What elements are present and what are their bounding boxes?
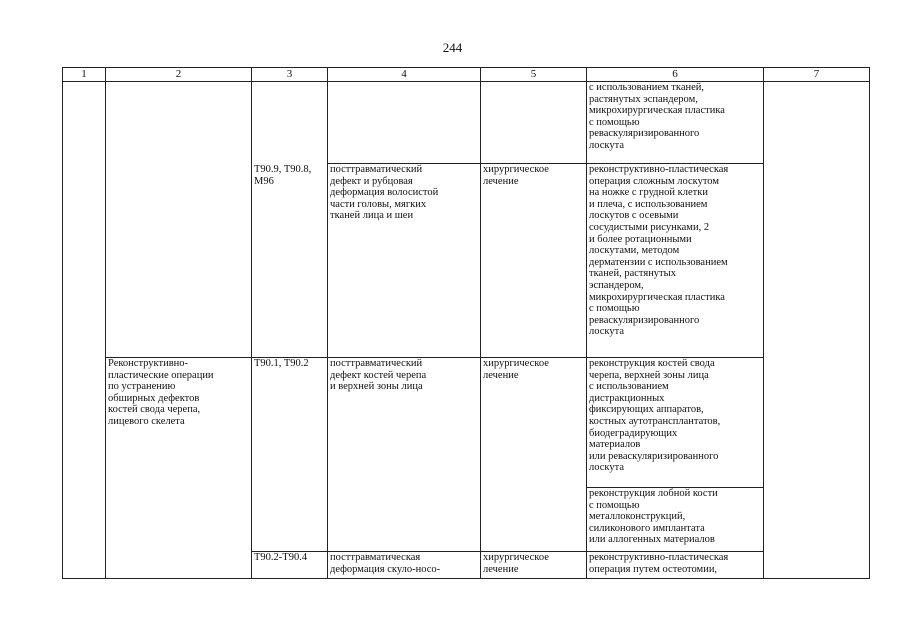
cell-col1 <box>63 82 106 579</box>
column-number: 7 <box>764 68 870 82</box>
cell-col4 <box>328 82 481 164</box>
treatment-method-cell: реконструктивно-пластическая операция сложным лоскутом на ножке с грудной клетки и плеча, с использованием лоскутов с осевыми сосудистыми рисунками, 2 и более ротационными лоскутами, методом дерматензии с использованием тканей, растянутых эспандером, микрохирургическая пластика с помощью реваскуляризированного лоскута <box>587 164 764 358</box>
treatment-method-cell: реконструкция лобной кости с помощью металлоконструкций, силиконового имплантата или аллогенных материалов <box>587 488 764 552</box>
icd-code-cell: T90.1, T90.2 <box>252 358 328 552</box>
column-number: 1 <box>63 68 106 82</box>
treatment-type-cell: хирургическое лечение <box>481 552 587 579</box>
column-number: 5 <box>481 68 587 82</box>
column-number: 3 <box>252 68 328 82</box>
cell-spacer <box>254 82 325 164</box>
table-row <box>63 358 870 488</box>
column-number: 6 <box>587 68 764 82</box>
diagnosis-cell: посттравматический дефект костей черепа и верхней зоны лица <box>328 358 481 552</box>
column-number-row <box>63 68 870 82</box>
column-number: 4 <box>328 68 481 82</box>
treatment-method-cell: с использованием тканей, растянутых эспандером, микрохирургическая пластика с помощью реваскуляризированного лоскута <box>587 82 764 164</box>
page-number: 244 <box>442 40 463 55</box>
diagnosis-cell: посттравматический дефект и рубцовая деформация волосистой части головы, мягких тканей лица и шеи <box>328 164 481 358</box>
procedure-name-cell: Реконструктивно- пластические операции по устранению обширных дефектов костей свода черепа, лицевого скелета <box>106 358 252 579</box>
diagnosis-cell: посттравматическая деформация скуло-носо- <box>328 552 481 579</box>
column-number: 2 <box>106 68 252 82</box>
icd-code-text: T90.9, T90.8, M96 <box>254 164 312 187</box>
cell-col3 <box>252 82 328 358</box>
procedures-table <box>62 67 870 579</box>
treatment-type-cell: хирургическое лечение <box>481 164 587 358</box>
cell-col2 <box>106 82 252 358</box>
cell-col5 <box>481 82 587 164</box>
cell-col7 <box>764 82 870 579</box>
treatment-method-cell: реконструкция костей свода черепа, верхней зоны лица с использованием дистракционных фиксирующих аппаратов, костных аутотрансплантатов, биодеградирующих материалов или реваскуляризированного лоскута <box>587 358 764 488</box>
treatment-type-cell: хирургическое лечение <box>481 358 587 552</box>
table-row <box>63 82 870 164</box>
treatment-method-cell: реконструктивно-пластическая операция путем остеотомии, <box>587 552 764 579</box>
icd-code-cell: T90.2-T90.4 <box>252 552 328 579</box>
